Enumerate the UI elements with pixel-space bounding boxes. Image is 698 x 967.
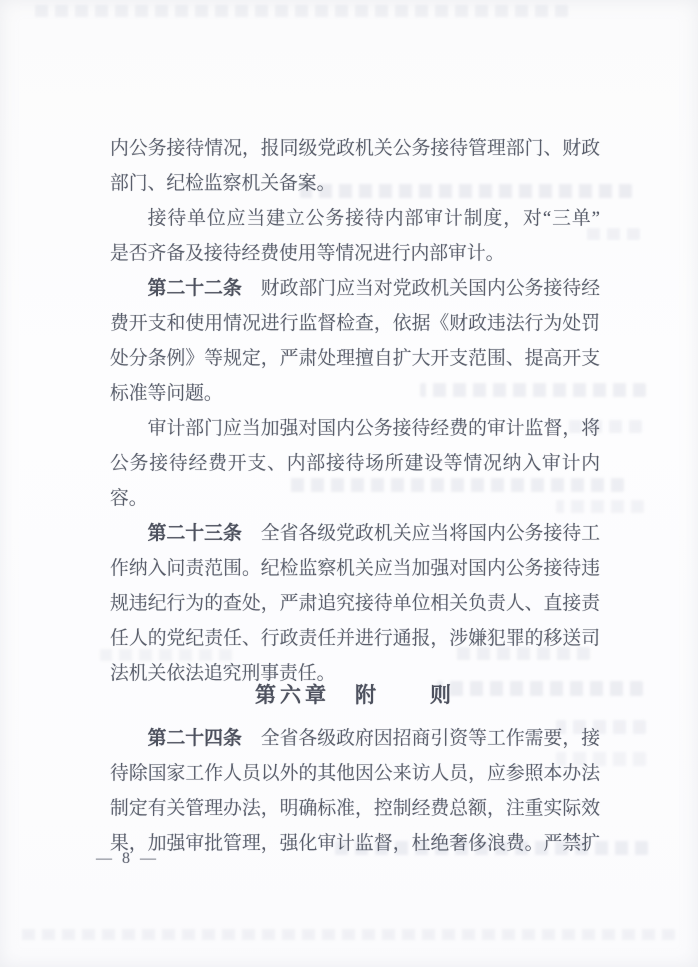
text-run: 制定有关管理办法，明确标准，控制经费总额，注重实际效 bbox=[110, 798, 600, 819]
bold-run: 第二十四条 bbox=[147, 728, 242, 749]
document-line bbox=[110, 271, 600, 306]
text-run: 全省各级政府因招商引资等工作需要，接 bbox=[241, 728, 601, 749]
text-run: 待除国家工作人员以外的其他因公来访人员，应参照本办法 bbox=[110, 763, 600, 784]
bleed-through-smudge bbox=[15, 929, 675, 940]
document-line bbox=[110, 166, 600, 201]
text-run: 容。 bbox=[110, 488, 148, 509]
document-line bbox=[110, 131, 600, 166]
text-run: 审计部门应当加强对国内公务接待经费的审计监督，将 bbox=[147, 418, 600, 439]
bold-run: 第二十三条 bbox=[147, 523, 242, 544]
bleed-through-smudge bbox=[28, 5, 568, 17]
document-line bbox=[110, 306, 600, 341]
text-run: 标准等问题。 bbox=[110, 383, 223, 404]
text-run: 内公务接待情况，报同级党政机关公务接待管理部门、财政 bbox=[110, 138, 600, 159]
document-line bbox=[110, 236, 600, 271]
bold-run: 第二十二条 bbox=[147, 278, 242, 299]
text-run: 公务接待经费开支、内部接待场所建设等情况纳入审计内 bbox=[110, 453, 600, 474]
document-line bbox=[110, 446, 600, 481]
document-line bbox=[110, 201, 600, 236]
document-body bbox=[110, 131, 600, 861]
document-line bbox=[110, 481, 600, 516]
text-run: 任人的党纪责任、行政责任并进行通报，涉嫌犯罪的移送司 bbox=[110, 628, 600, 649]
text-run: 部门、纪检监察机关备案。 bbox=[110, 173, 336, 194]
bold-run: 第六章 附 则 bbox=[255, 683, 455, 707]
document-line bbox=[110, 411, 600, 446]
text-run: 全省各级党政机关应当将国内公务接待工 bbox=[241, 523, 601, 544]
document-line bbox=[110, 516, 600, 551]
document-line bbox=[110, 826, 600, 861]
document-line bbox=[110, 721, 600, 756]
text-run: 法机关依法追究刑事责任。 bbox=[110, 663, 336, 684]
document-line bbox=[110, 376, 600, 411]
page-number: — 8 — bbox=[96, 850, 159, 867]
document-line bbox=[110, 551, 600, 586]
text-run: 是否齐备及接待经费使用等情况进行内部审计。 bbox=[110, 243, 505, 264]
text-run: 果，加强审批管理，强化审计监督，杜绝奢侈浪费。严禁扩 bbox=[110, 833, 600, 854]
text-run: 规违纪行为的查处，严肃追究接待单位相关负责人、直接责 bbox=[110, 593, 600, 614]
document-line bbox=[110, 341, 600, 376]
text-run: 接待单位应当建立公务接待内部审计制度，对“三单” bbox=[147, 208, 600, 229]
document-line bbox=[110, 586, 600, 621]
text-run: 处分条例》等规定，严肃处理擅自扩大开支范围、提高开支 bbox=[110, 348, 600, 369]
document-line bbox=[110, 621, 600, 656]
text-run: 财政部门应当对党政机关国内公务接待经 bbox=[241, 278, 601, 299]
document-line bbox=[110, 756, 600, 791]
text-run: 作纳入问责范围。纪检监察机关应当加强对国内公务接待违 bbox=[110, 558, 600, 579]
document-line bbox=[110, 791, 600, 826]
text-run: 费开支和使用情况进行监督检查，依据《财政违法行为处罚 bbox=[110, 313, 600, 334]
